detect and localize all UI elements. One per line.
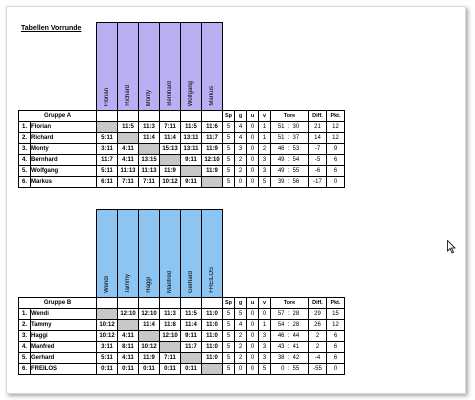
goals-against-cell: 30	[293, 122, 309, 133]
goals-against-cell: 55	[293, 166, 309, 177]
diff-cell: -7	[309, 144, 327, 155]
score-header-cell	[139, 111, 160, 122]
u-cell: 0	[247, 122, 259, 133]
g-cell: 5	[235, 309, 247, 320]
u-cell: 0	[247, 133, 259, 144]
sp-cell: 5	[223, 144, 235, 155]
player-column-header	[118, 210, 139, 298]
goals-for-cell: 43	[271, 342, 285, 353]
goals-against-cell: 56	[293, 177, 309, 188]
header-spacer	[223, 23, 345, 111]
table-row	[19, 309, 345, 320]
table-row	[19, 364, 345, 375]
goals-for-cell: 38	[271, 353, 285, 364]
points-cell: 6	[327, 353, 345, 364]
v-cell: 1	[259, 122, 271, 133]
player-column-label: Wolfgang	[188, 80, 194, 106]
points-cell: 12	[327, 122, 345, 133]
player-name-cell: Richard	[31, 133, 97, 144]
score-cell: 13:15	[139, 155, 160, 166]
v-cell: 5	[259, 177, 271, 188]
score-cell: 11:5	[181, 309, 202, 320]
score-cell: 10:12	[160, 177, 181, 188]
group-name: Gruppe A	[19, 111, 97, 122]
score-cell: 11:3	[160, 309, 181, 320]
player-name-cell: Tammy	[31, 320, 97, 331]
goals-separator: :	[285, 320, 293, 331]
score-cell: 12:10	[139, 309, 160, 320]
self-match-cell	[139, 144, 160, 155]
score-header-cell	[160, 111, 181, 122]
v-cell: 3	[259, 353, 271, 364]
v-cell: 0	[259, 309, 271, 320]
self-match-cell	[202, 364, 223, 375]
score-cell: 4:11	[118, 144, 139, 155]
g-cell: 0	[235, 177, 247, 188]
self-match-cell	[139, 331, 160, 342]
stat-header: Sp	[223, 298, 235, 309]
score-cell: 10:12	[97, 331, 118, 342]
sp-cell: 5	[223, 133, 235, 144]
player-name-cell: Wendi	[31, 309, 97, 320]
points-cell: 6	[327, 331, 345, 342]
score-cell: 9:11	[181, 155, 202, 166]
diff-cell: 2	[309, 342, 327, 353]
score-cell: 11:5	[181, 122, 202, 133]
goals-for-cell: 49	[271, 166, 285, 177]
player-column-header	[202, 210, 223, 298]
self-match-cell	[97, 309, 118, 320]
table-row	[19, 353, 345, 364]
score-header-cell	[160, 298, 181, 309]
g-cell: 0	[235, 364, 247, 375]
page-title: Tabellen Vorrunde	[21, 25, 82, 32]
stat-header: Tore	[271, 298, 309, 309]
score-cell: 0:11	[139, 364, 160, 375]
player-name-cell: Monty	[31, 144, 97, 155]
goals-against-cell: 28	[293, 320, 309, 331]
player-name-cell: Bernhard	[31, 155, 97, 166]
g-cell: 4	[235, 133, 247, 144]
score-cell: 11:4	[139, 133, 160, 144]
diff-cell: 14	[309, 133, 327, 144]
score-cell: 11:6	[202, 122, 223, 133]
stat-header: v	[259, 111, 271, 122]
diff-cell: 21	[309, 122, 327, 133]
player-column-header	[202, 23, 223, 111]
player-name-cell: Wolfgang	[31, 166, 97, 177]
table-row	[19, 331, 345, 342]
goals-separator: :	[285, 309, 293, 320]
player-column-label: Richard	[125, 85, 131, 106]
score-cell: 11:0	[202, 309, 223, 320]
points-cell: 6	[327, 342, 345, 353]
header-spacer	[19, 210, 97, 298]
stat-header: Diff.	[309, 111, 327, 122]
goals-separator: :	[285, 342, 293, 353]
player-column-label: Gerhard	[188, 270, 194, 293]
u-cell: 0	[247, 320, 259, 331]
player-name-cell: Markus	[31, 177, 97, 188]
goals-for-cell: 46	[271, 331, 285, 342]
table-row	[19, 166, 345, 177]
score-cell: 11:7	[202, 133, 223, 144]
rank-cell: 2.	[19, 320, 31, 331]
player-column-header	[97, 23, 118, 111]
table-row	[19, 177, 345, 188]
score-cell: 11:0	[202, 320, 223, 331]
player-column-label: Markus	[209, 86, 215, 106]
diff-cell: -5	[309, 155, 327, 166]
goals-separator: :	[285, 133, 293, 144]
score-cell: 7:11	[118, 177, 139, 188]
rank-cell: 3.	[19, 144, 31, 155]
sp-cell: 5	[223, 364, 235, 375]
g-cell: 4	[235, 122, 247, 133]
player-column-label: Bernhard	[167, 81, 173, 106]
score-cell: 7:11	[139, 177, 160, 188]
score-cell: 11:9	[202, 166, 223, 177]
header-spacer	[19, 23, 97, 111]
sp-cell: 5	[223, 320, 235, 331]
goals-separator: :	[285, 364, 293, 375]
player-name-cell: Haggi	[31, 331, 97, 342]
table-row	[19, 155, 345, 166]
u-cell: 0	[247, 331, 259, 342]
rank-cell: 4.	[19, 342, 31, 353]
goals-for-cell: 57	[271, 309, 285, 320]
points-cell: 0	[327, 364, 345, 375]
score-header-cell	[97, 298, 118, 309]
goals-against-cell: 28	[293, 309, 309, 320]
player-column-label: FREILOS	[209, 267, 215, 293]
score-cell: 7:11	[160, 122, 181, 133]
sp-cell: 5	[223, 122, 235, 133]
player-column-label: Haggi	[146, 277, 152, 293]
player-column-header	[160, 210, 181, 298]
score-cell: 15:13	[160, 144, 181, 155]
goals-against-cell: 41	[293, 342, 309, 353]
score-cell: 11:9	[160, 166, 181, 177]
self-match-cell	[160, 342, 181, 353]
score-cell: 5:11	[97, 133, 118, 144]
score-cell: 4:11	[118, 353, 139, 364]
score-cell: 8:11	[118, 342, 139, 353]
sp-cell: 5	[223, 155, 235, 166]
player-column-header	[139, 23, 160, 111]
v-cell: 5	[259, 364, 271, 375]
score-cell: 11:9	[139, 353, 160, 364]
self-match-cell	[118, 320, 139, 331]
table-row	[19, 133, 345, 144]
score-cell: 11:4	[181, 320, 202, 331]
group-a-table	[18, 22, 345, 188]
goals-against-cell: 54	[293, 155, 309, 166]
stat-header: u	[247, 111, 259, 122]
score-cell: 11:5	[118, 122, 139, 133]
sp-cell: 5	[223, 309, 235, 320]
player-column-header	[139, 210, 160, 298]
score-cell: 12:10	[118, 309, 139, 320]
g-cell: 2	[235, 342, 247, 353]
score-cell: 13:11	[181, 144, 202, 155]
score-cell: 12:10	[202, 155, 223, 166]
diff-cell: -6	[309, 166, 327, 177]
u-cell: 0	[247, 342, 259, 353]
score-cell: 9:11	[181, 177, 202, 188]
mouse-cursor-icon	[447, 240, 456, 254]
g-cell: 3	[235, 144, 247, 155]
score-header-cell	[97, 111, 118, 122]
score-cell: 4:11	[118, 155, 139, 166]
stat-header: v	[259, 298, 271, 309]
score-cell: 4:11	[118, 331, 139, 342]
self-match-cell	[97, 122, 118, 133]
rank-cell: 1.	[19, 309, 31, 320]
score-cell: 11:3	[139, 122, 160, 133]
diff-cell: -55	[309, 364, 327, 375]
goals-for-cell: 49	[271, 155, 285, 166]
points-cell: 6	[327, 166, 345, 177]
diff-cell: 26	[309, 320, 327, 331]
goals-for-cell: 0	[271, 364, 285, 375]
sp-cell: 5	[223, 177, 235, 188]
rank-cell: 5.	[19, 353, 31, 364]
sp-cell: 5	[223, 342, 235, 353]
rank-cell: 2.	[19, 133, 31, 144]
self-match-cell	[160, 155, 181, 166]
player-column-label: Monty	[146, 89, 152, 106]
score-cell: 9:11	[181, 331, 202, 342]
table-row	[19, 342, 345, 353]
score-cell: 7:11	[160, 353, 181, 364]
u-cell: 0	[247, 166, 259, 177]
u-cell: 0	[247, 155, 259, 166]
g-cell: 2	[235, 155, 247, 166]
points-cell: 0	[327, 177, 345, 188]
sp-cell: 5	[223, 331, 235, 342]
points-cell: 9	[327, 144, 345, 155]
score-cell: 5:11	[97, 166, 118, 177]
score-cell: 0:11	[118, 364, 139, 375]
goals-against-cell: 44	[293, 331, 309, 342]
score-cell: 0:11	[160, 364, 181, 375]
goals-separator: :	[285, 177, 293, 188]
self-match-cell	[118, 133, 139, 144]
u-cell: 0	[247, 144, 259, 155]
score-cell: 11:8	[160, 320, 181, 331]
goals-for-cell: 54	[271, 320, 285, 331]
player-column-header	[97, 210, 118, 298]
self-match-cell	[181, 166, 202, 177]
score-cell: 11:13	[118, 166, 139, 177]
score-cell: 11:0	[202, 342, 223, 353]
score-header-cell	[118, 298, 139, 309]
goals-against-cell: 53	[293, 144, 309, 155]
goals-separator: :	[285, 331, 293, 342]
goals-against-cell: 55	[293, 364, 309, 375]
diff-cell: 2	[309, 331, 327, 342]
player-column-header	[160, 23, 181, 111]
score-cell: 11:4	[160, 133, 181, 144]
v-cell: 2	[259, 144, 271, 155]
goals-separator: :	[285, 144, 293, 155]
player-name-cell: Florian	[31, 122, 97, 133]
player-column-header	[181, 210, 202, 298]
score-header-cell	[181, 111, 202, 122]
v-cell: 3	[259, 331, 271, 342]
player-column-label: Manfred	[167, 270, 173, 293]
diff-cell: 29	[309, 309, 327, 320]
score-header-cell	[118, 111, 139, 122]
goals-separator: :	[285, 155, 293, 166]
g-cell: 4	[235, 320, 247, 331]
stat-header: Sp	[223, 111, 235, 122]
u-cell: 0	[247, 364, 259, 375]
stat-header: u	[247, 298, 259, 309]
table-row	[19, 122, 345, 133]
group-b-table	[18, 209, 345, 375]
score-cell: 11:7	[181, 342, 202, 353]
score-cell: 11:0	[202, 353, 223, 364]
player-column-label: Wendi	[104, 276, 110, 293]
stat-header: Diff.	[309, 298, 327, 309]
points-cell: 6	[327, 155, 345, 166]
score-cell: 13:11	[181, 133, 202, 144]
sp-cell: 5	[223, 353, 235, 364]
player-column-header	[181, 23, 202, 111]
score-cell: 11:9	[202, 144, 223, 155]
player-column-label: Florian	[104, 87, 110, 106]
stat-header: g	[235, 111, 247, 122]
rank-cell: 3.	[19, 331, 31, 342]
v-cell: 1	[259, 133, 271, 144]
player-column-header	[118, 23, 139, 111]
stat-header: g	[235, 298, 247, 309]
score-cell: 10:12	[139, 342, 160, 353]
u-cell: 0	[247, 353, 259, 364]
self-match-cell	[202, 177, 223, 188]
goals-separator: :	[285, 353, 293, 364]
g-cell: 2	[235, 166, 247, 177]
diff-cell: -4	[309, 353, 327, 364]
goals-for-cell: 39	[271, 177, 285, 188]
table-row	[19, 144, 345, 155]
score-cell: 11:13	[139, 166, 160, 177]
self-match-cell	[181, 353, 202, 364]
score-header-cell	[202, 298, 223, 309]
rank-cell: 6.	[19, 364, 31, 375]
score-cell: 3:11	[97, 144, 118, 155]
points-cell: 12	[327, 320, 345, 331]
score-header-cell	[181, 298, 202, 309]
score-header-cell	[139, 298, 160, 309]
sp-cell: 5	[223, 166, 235, 177]
rank-cell: 5.	[19, 166, 31, 177]
group-name: Gruppe B	[19, 298, 97, 309]
score-cell: 0:11	[97, 364, 118, 375]
v-cell: 1	[259, 320, 271, 331]
stat-header: Tore	[271, 111, 309, 122]
score-cell: 0:11	[181, 364, 202, 375]
header-spacer	[223, 210, 345, 298]
u-cell: 0	[247, 177, 259, 188]
v-cell: 3	[259, 155, 271, 166]
score-cell: 12:10	[160, 331, 181, 342]
score-cell: 3:11	[97, 342, 118, 353]
stat-header: Pkt.	[327, 111, 345, 122]
u-cell: 0	[247, 309, 259, 320]
player-name-cell: Gerhard	[31, 353, 97, 364]
goals-separator: :	[285, 166, 293, 177]
points-cell: 15	[327, 309, 345, 320]
goals-for-cell: 51	[271, 122, 285, 133]
score-cell: 11:7	[97, 155, 118, 166]
score-header-cell	[202, 111, 223, 122]
g-cell: 2	[235, 353, 247, 364]
player-name-cell: Manfred	[31, 342, 97, 353]
goals-separator: :	[285, 122, 293, 133]
score-cell: 10:12	[97, 320, 118, 331]
player-name-cell: FREILOS	[31, 364, 97, 375]
rank-cell: 6.	[19, 177, 31, 188]
stat-header: Pkt.	[327, 298, 345, 309]
goals-against-cell: 37	[293, 133, 309, 144]
score-cell: 6:11	[97, 177, 118, 188]
diff-cell: -17	[309, 177, 327, 188]
score-cell: 5:11	[97, 353, 118, 364]
rank-cell: 1.	[19, 122, 31, 133]
score-cell: 11:0	[202, 331, 223, 342]
score-cell: 11:4	[139, 320, 160, 331]
goals-for-cell: 46	[271, 144, 285, 155]
table-row	[19, 320, 345, 331]
g-cell: 2	[235, 331, 247, 342]
player-column-label: Tammy	[125, 273, 131, 293]
points-cell: 12	[327, 133, 345, 144]
goals-for-cell: 51	[271, 133, 285, 144]
goals-against-cell: 42	[293, 353, 309, 364]
rank-cell: 4.	[19, 155, 31, 166]
v-cell: 3	[259, 342, 271, 353]
v-cell: 3	[259, 166, 271, 177]
